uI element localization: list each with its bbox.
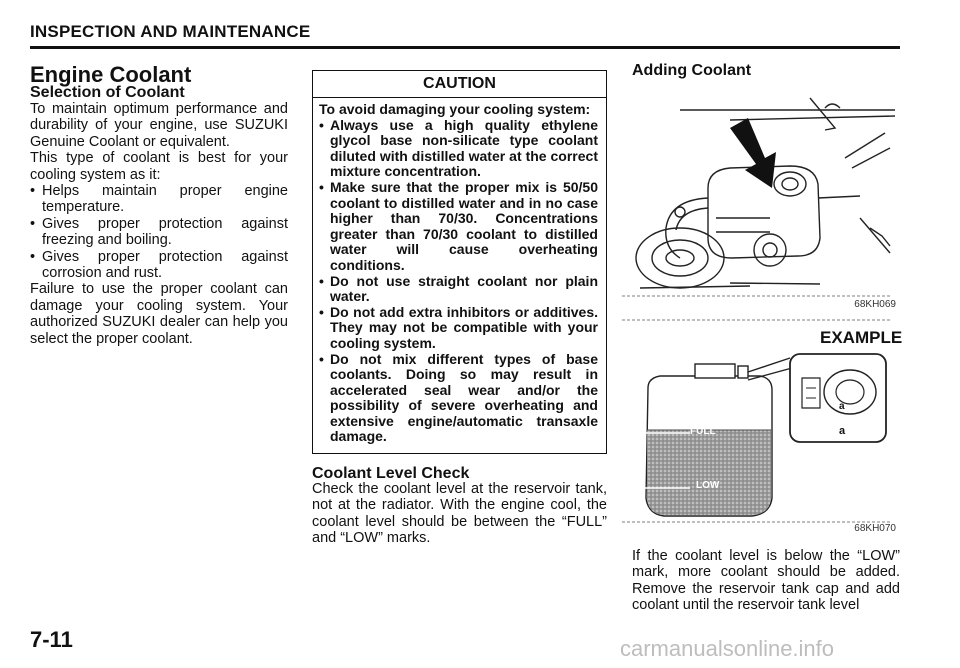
low-mark-label: LOW	[696, 480, 720, 491]
level-check-body: Check the coolant level at the reservoir tank, not at the radiator. With the engine cool, the coolant level should be between the “FULL” and “LOW” marks.	[312, 481, 607, 547]
caution-body	[313, 98, 606, 445]
engine-bay-figure	[620, 88, 900, 310]
caution-list	[319, 118, 598, 445]
engine-bay-illustration	[620, 88, 900, 310]
svg-text:a: a	[839, 401, 845, 412]
header-rule	[30, 46, 900, 49]
caution-item: • Do not use straight coolant nor plain water.	[319, 274, 598, 305]
selection-intro-2: This type of coolant is best for your cooling system as it:	[30, 150, 288, 183]
reservoir-example-figure	[620, 318, 903, 534]
selection-body	[30, 101, 288, 347]
caution-item: • Make sure that the proper mix is 50/50 coolant to distilled water and in no case higher than 70/30. Concentrations greater than 70/30 coolant to distilled water will cause overheating conditions.	[319, 180, 598, 274]
benefit-item: • Gives proper protection against freezing and boiling.	[30, 216, 288, 249]
watermark: carmanualsonline.info	[620, 636, 835, 661]
caution-item: • Always use a high quality ethylene glycol base non-silicate type coolant diluted with distilled water at the correct mixture concentration.	[319, 118, 598, 180]
adding-coolant-title: Adding Coolant	[632, 62, 752, 79]
level-check-title: Coolant Level Check	[312, 465, 470, 482]
section-header: INSPECTION AND MAINTENANCE	[30, 22, 311, 41]
arrow-icon	[730, 118, 776, 188]
engine-coolant-title: Engine Coolant	[30, 62, 192, 87]
full-mark-label: FULL	[690, 426, 716, 437]
example-label: EXAMPLE	[820, 328, 903, 347]
caution-item: • Do not mix different types of base coolants. Doing so may result in accelerated seal wear and/or the possibility of severe overheating and extensive engine/automatic transaxle damage.	[319, 352, 598, 446]
benefit-item: • Gives proper protection against corrosion and rust.	[30, 249, 288, 282]
page-number: 7-11	[30, 627, 73, 652]
benefits-list	[30, 183, 288, 281]
selection-subtitle: Selection of Coolant	[30, 84, 185, 101]
caution-title: CAUTION	[313, 71, 606, 98]
selection-outro: Failure to use the proper coolant can damage your cooling system. Your authorized SUZUKI dealer can help you select the proper coolant.	[30, 281, 288, 347]
svg-text:a: a	[839, 425, 846, 437]
caution-lead: To avoid damaging your cooling system:	[319, 101, 591, 117]
benefit-item: • Helps maintain proper engine temperature.	[30, 183, 288, 216]
figure-code: 68KH070	[854, 523, 896, 534]
selection-intro: To maintain optimum performance and durability of your engine, use SUZUKI Genuine Coolant or equivalent.	[30, 101, 288, 150]
caution-item: • Do not add extra inhibitors or additives. They may not be compatible with your cooling system.	[319, 305, 598, 352]
figure-code: 68KH069	[854, 299, 896, 310]
adding-coolant-body: If the coolant level is below the “LOW” mark, more coolant should be added. Remove the reservoir tank cap and add coolant until the reservoir tank level	[632, 548, 900, 614]
reservoir-illustration	[620, 318, 903, 534]
caution-box	[312, 70, 607, 454]
